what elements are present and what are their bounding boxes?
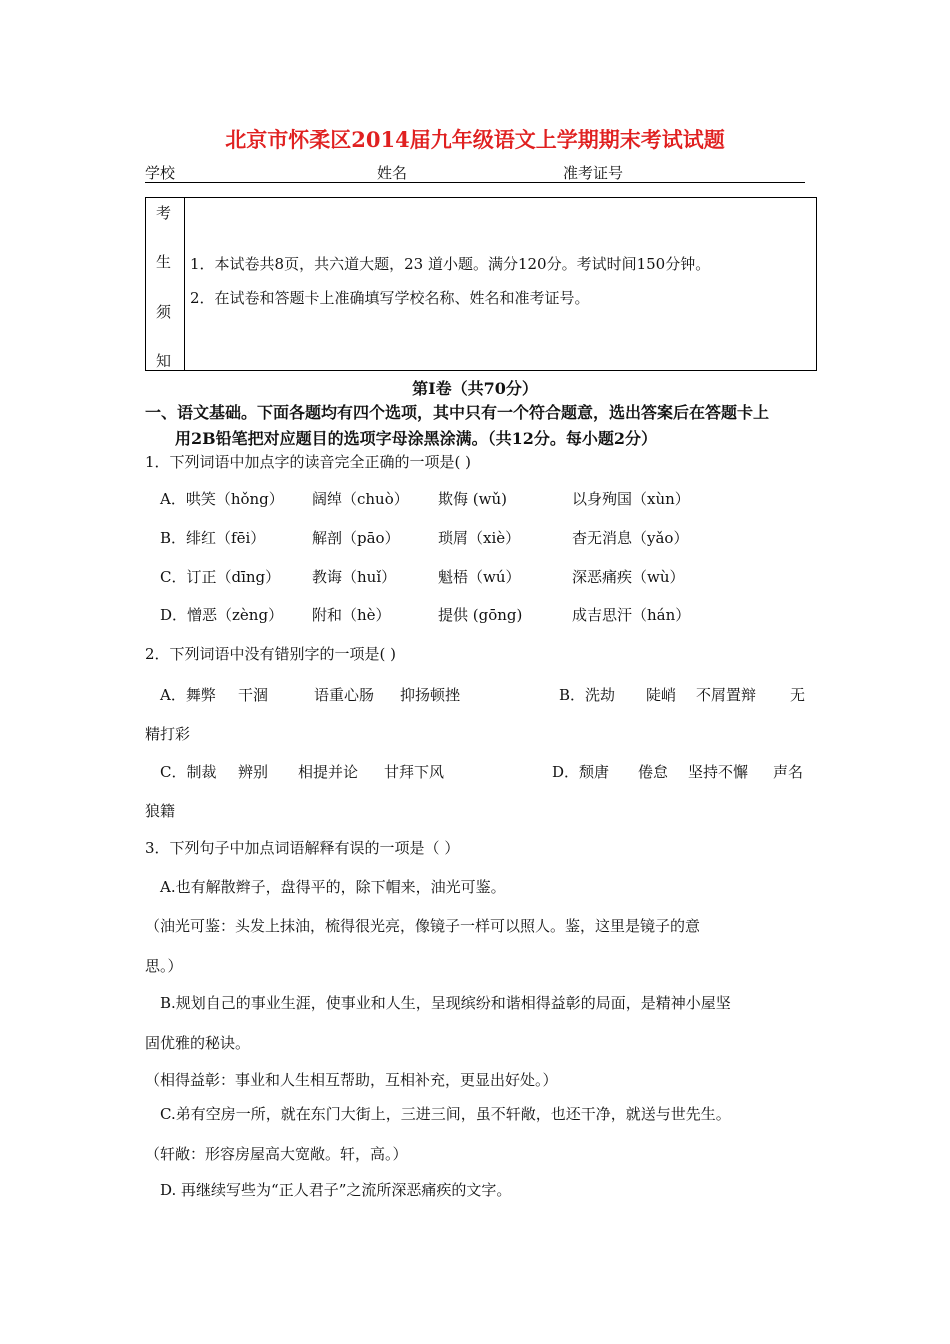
q3-option-b-continued: 固优雅的秘诀。	[145, 1034, 251, 1052]
q1-option-d: D．憎恶（zèng）	[160, 606, 284, 624]
notice-line: 2．在试卷和答题卡上准确填写学校名称、姓名和准考证号。	[190, 289, 590, 307]
q1-option-b: B．绯红（fēi）	[160, 529, 266, 547]
q2-option-a-word: 语重心肠	[314, 686, 375, 704]
q2-option-b-continued: 精打彩	[145, 725, 191, 743]
exam-id-label: 准考证号	[563, 164, 624, 182]
q2-option-b-word: 陡峭	[646, 686, 677, 704]
q3-option-d: D. 再继续写些为“正人君子”之流所深恶痛疾的文字。	[160, 1181, 512, 1199]
part-heading: 第Ⅰ卷（共70分）	[412, 379, 538, 398]
q3-option-a: A.也有解散辫子，盘得平的，除下帽来，油光可鉴。	[160, 878, 506, 896]
q2-option-c-word: 相提并论	[298, 763, 359, 781]
notice-label-char: 考	[156, 204, 172, 222]
q1-option-a-word: 以身殉国（xùn）	[572, 490, 690, 508]
school-label: 学校	[145, 164, 176, 182]
q2-option-c: C．制裁	[160, 763, 217, 781]
q2-option-b: B．洗劫	[559, 686, 616, 704]
q3-option-b: B.规划自己的事业生涯，使事业和人生，呈现缤纷和谐相得益彰的局面，是精神小屋坚	[160, 994, 731, 1012]
q1-option-d-word: 附和（hè）	[312, 606, 391, 624]
q2-option-d-word: 坚持不懈	[688, 763, 749, 781]
q1-option-b-word: 琐屑（xiè）	[438, 529, 521, 547]
q1-option-c-word: 魁梧（wú）	[438, 568, 521, 586]
q1-option-a-word: 阔绰（chuò）	[312, 490, 409, 508]
name-label: 姓名	[377, 164, 408, 182]
q2-option-d-word: 声名	[773, 763, 804, 781]
q3-stem: 3．下列句子中加点词语解释有误的一项是（ ）	[145, 839, 460, 857]
q3-option-a-note-end: 思。）	[145, 957, 183, 975]
q1-option-b-word: 杳无消息（yǎo）	[572, 529, 689, 547]
q1-option-b-word: 解剖（pāo）	[312, 529, 400, 547]
q3-option-b-note: （相得益彰：事业和人生相互帮助，互相补充，更显出好处。）	[145, 1071, 558, 1089]
q1-stem: 1．下列词语中加点字的读音完全正确的一项是( )	[145, 453, 472, 471]
notice-line: 1．本试卷共8页，共六道大题，23 道小题。满分120分。考试时间150分钟。	[190, 255, 711, 273]
q1-option-d-word: 提供 (gōng)	[438, 606, 523, 624]
q2-stem: 2．下列词语中没有错别字的一项是( )	[145, 645, 397, 663]
q3-option-c: C.弟有空房一所，就在东门大街上，三进三间，虽不轩敞，也还干净，就送与世先生。	[160, 1105, 731, 1123]
q1-option-c-word: 教诲（huǐ）	[312, 568, 397, 586]
q3-option-c-note: （轩敞：形容房屋高大宽敞。轩，高。）	[145, 1145, 408, 1163]
q2-option-c-word: 辨别	[238, 763, 269, 781]
section-heading-line1: 一、语文基础。下面各题均有四个选项，其中只有一个符合题意，选出答案后在答题卡上	[145, 403, 770, 422]
q3-option-a-note: （油光可鉴：头发上抹油，梳得很光亮，像镜子一样可以照人。鉴，这里是镜子的意	[145, 917, 701, 935]
q2-option-a: A．舞弊	[160, 686, 216, 704]
notice-label-char: 知	[156, 352, 172, 370]
q2-option-d-continued: 狼籍	[145, 802, 176, 820]
q1-option-c: C．订正（dīng）	[160, 568, 281, 586]
q2-option-a-word: 抑扬顿挫	[400, 686, 461, 704]
q1-option-c-word: 深恶痛疾（wù）	[572, 568, 685, 586]
q2-option-c-word: 甘拜下风	[384, 763, 445, 781]
notice-label-column	[146, 198, 185, 370]
q1-option-d-word: 成吉思汗（hán）	[572, 606, 691, 624]
q2-option-d: D．颓唐	[552, 763, 610, 781]
q2-option-a-word: 干涸	[238, 686, 269, 704]
page-title: 北京市怀柔区2014届九年级语文上学期期末考试试题	[225, 127, 725, 152]
notice-box	[145, 197, 817, 371]
notice-label-char: 须	[156, 303, 172, 321]
q2-option-d-word: 倦怠	[638, 763, 669, 781]
notice-label-char: 生	[156, 253, 172, 271]
section-heading-line2: 用2B铅笔把对应题目的选项字母涂黑涂满。（共12分。每小题2分）	[175, 429, 658, 448]
info-line	[145, 160, 805, 183]
q2-option-b-word: 无	[790, 686, 806, 704]
q2-option-b-word: 不屑置辩	[696, 686, 757, 704]
q1-option-a: A．哄笑（hǒng）	[160, 490, 284, 508]
q1-option-a-word: 欺侮 (wǔ)	[438, 490, 507, 508]
